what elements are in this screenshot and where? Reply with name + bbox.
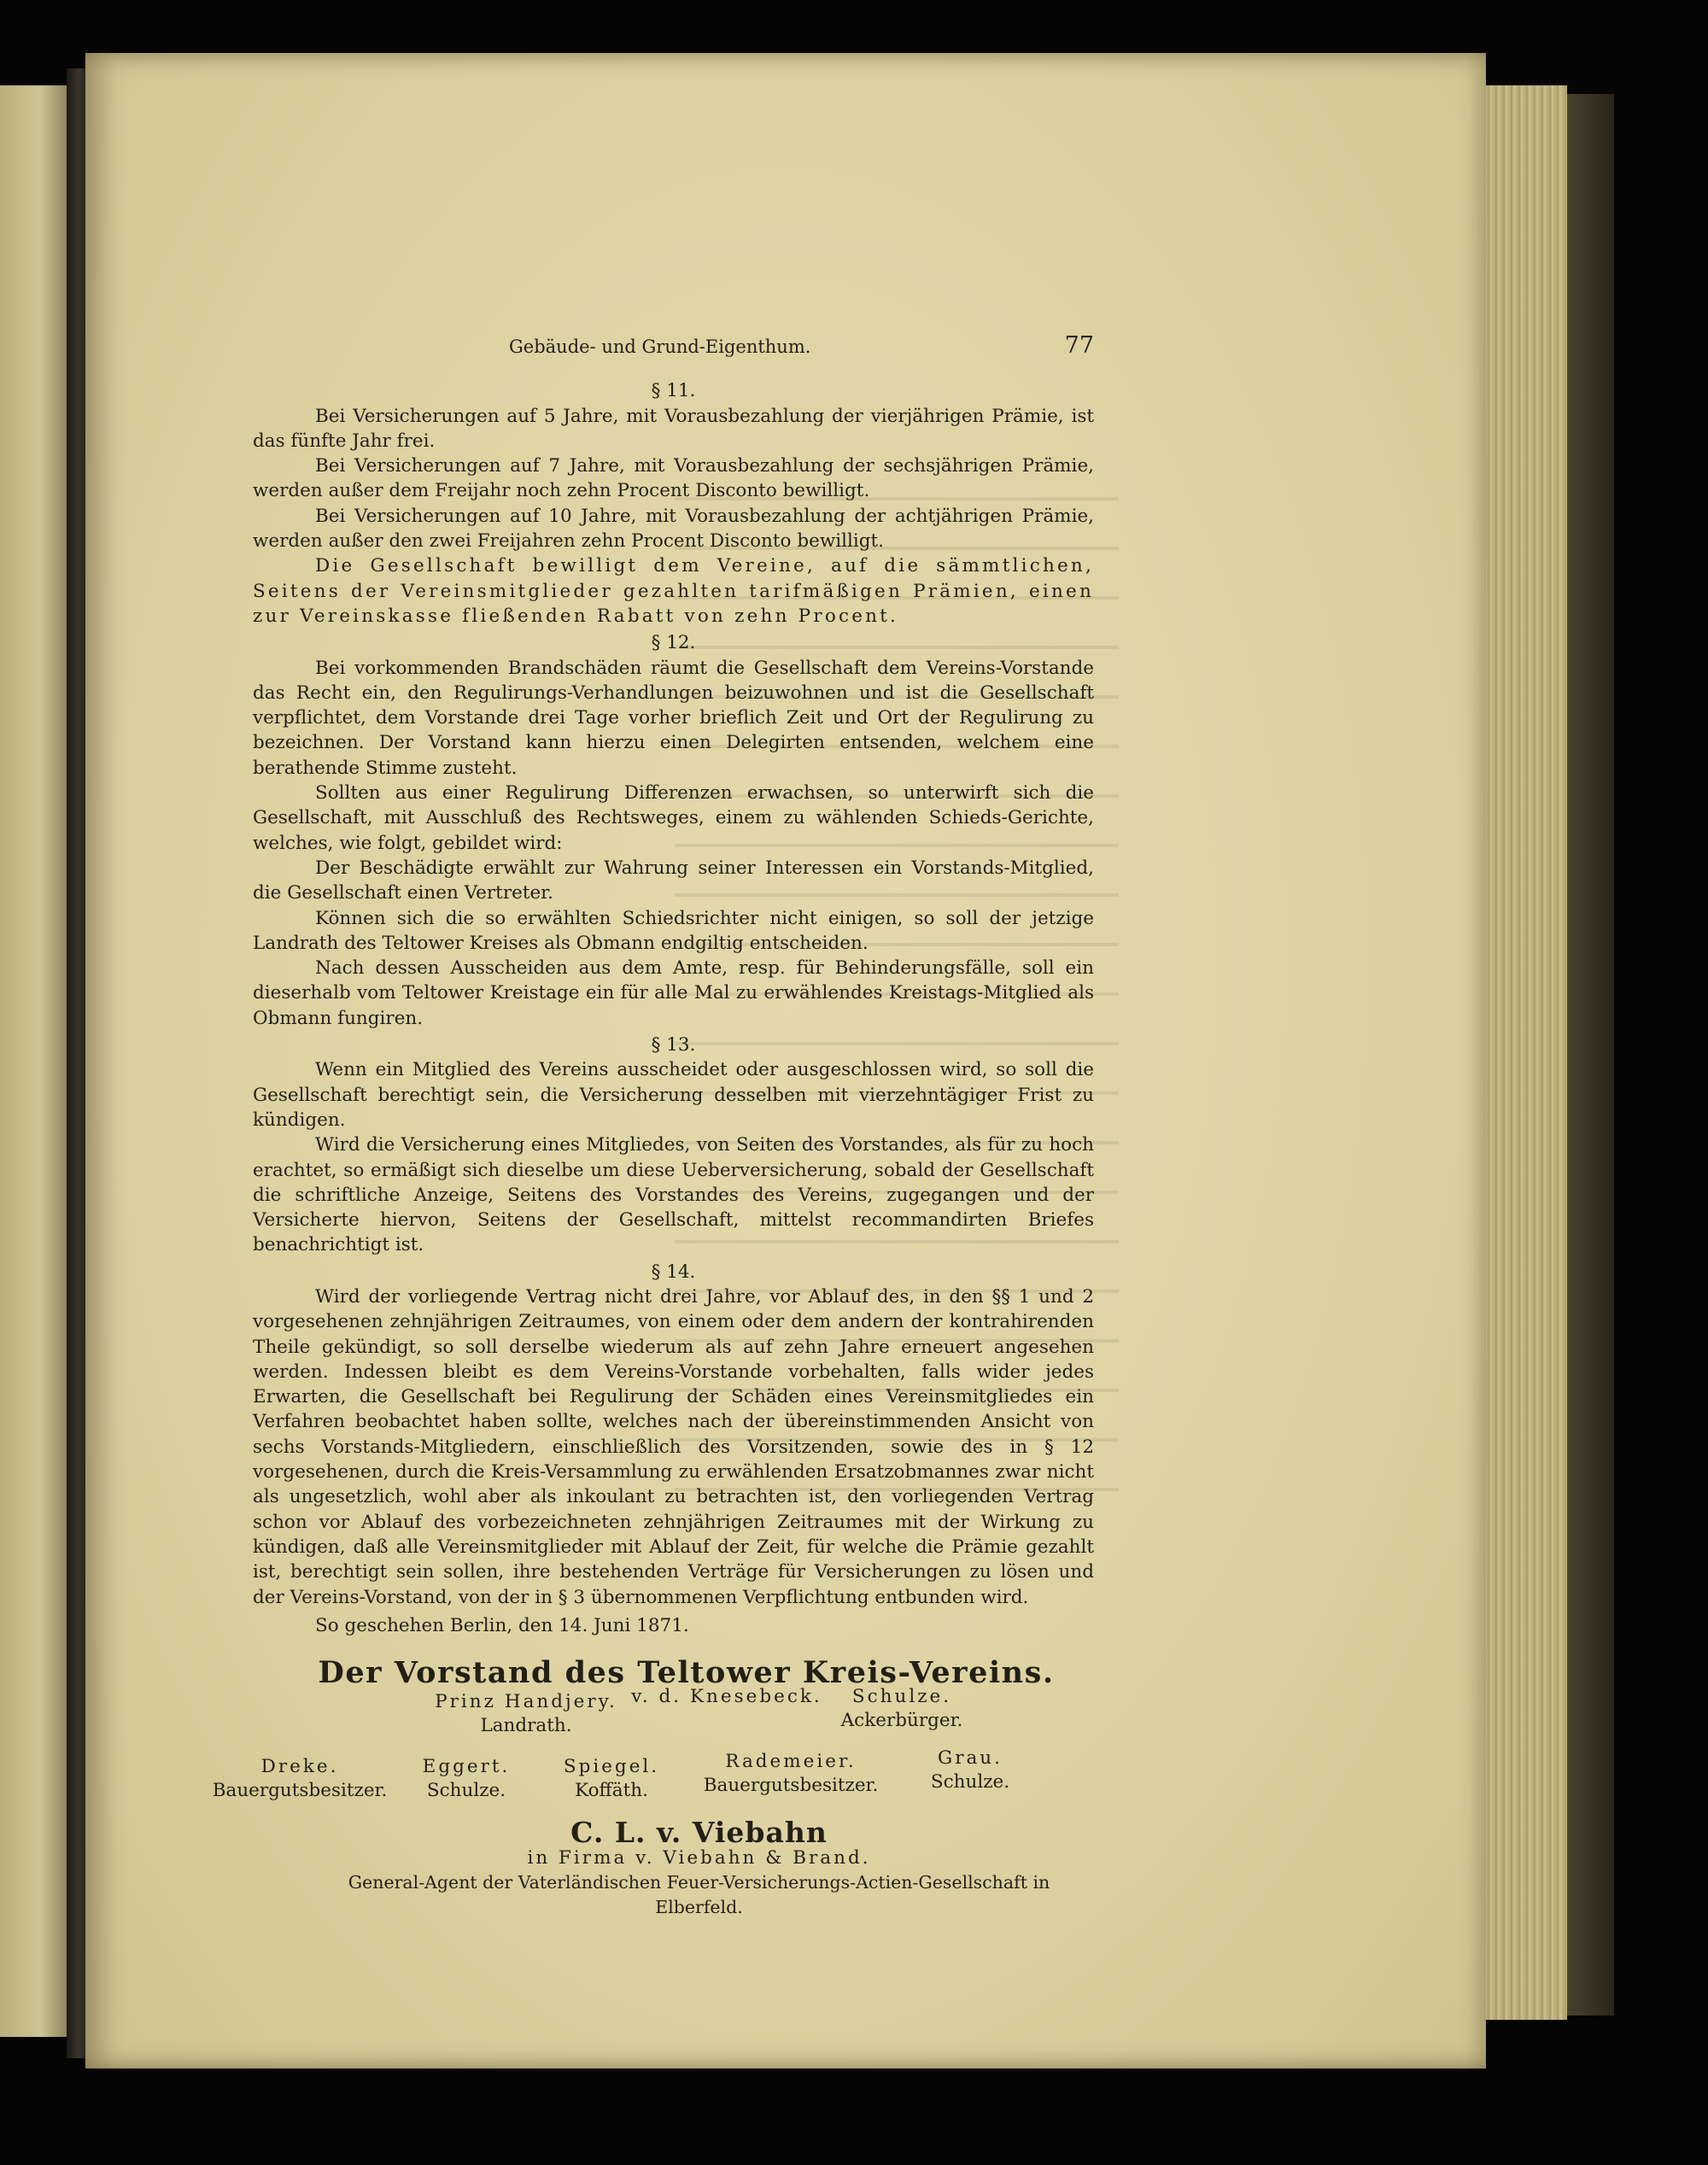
paragraph: Bei Versicherungen auf 7 Jahre, mit Vorausbezahlung der sechsjährigen Prämie, werden außer dem Freijahr noch zehn Procent Disconto bewilligt. (253, 455, 1094, 502)
section-heading: § 11. (651, 380, 696, 402)
section-heading: § 14. (651, 1261, 696, 1283)
paragraph: Sollten aus einer Regulirung Differenzen erwachsen, so unterwirft sich die Gesellschaft, mit Ausschluß des Rechtsweges, einem zu wählenden Schieds-Gerichte, welches, wie folgt, gebildet wird: (253, 782, 1094, 854)
signatory-role: Ackerbürger. (840, 1710, 963, 1732)
signatory-name: Schulze. (851, 1686, 952, 1708)
signatory-role: Bauergutsbesitzer. (703, 1775, 879, 1797)
paragraph: Der Beschädigte erwählt zur Wahrung seiner Interessen ein Vorstands-Mitglied, die Gesellschaft einen Vertreter. (253, 857, 1094, 904)
paragraph: Bei Versicherungen auf 5 Jahre, mit Vorausbezahlung der vierjährigen Prämie, ist das fünfte Jahr frei. (253, 405, 1094, 452)
agent-role: General-Agent der Vaterländischen Feuer-Versicherungs-Actien-Gesellschaft in Elberfeld. (348, 1872, 1050, 1918)
signatory-name: Rademeier. (725, 1751, 857, 1773)
signatory (543, 1755, 680, 1803)
signatory-name: Grau. (938, 1747, 1003, 1770)
signatories-row (253, 1686, 1094, 1748)
running-head-title: Gebäude- und Grund-Eigenthum. (509, 336, 811, 357)
running-head (253, 333, 1094, 360)
closing-line: So geschehen Berlin, den 14. Juni 1871. (315, 1614, 689, 1636)
page-stack-edge (1486, 85, 1567, 2020)
section-heading: § 12. (651, 632, 696, 654)
paragraph: Nach dessen Ausscheiden aus dem Amte, resp. für Behinderungsfälle, soll ein dieserhalb vom Teltower Kreistage ein für alle Mal zu erwählendes Kreistags-Mitglied als Obmann fungiren. (253, 957, 1094, 1029)
paragraph: Bei Versicherungen auf 10 Jahre, mit Vorausbezahlung der achtjährigen Prämie, werden außer den zwei Freijahren zehn Procent Disconto bewilligt. (253, 505, 1094, 553)
paragraph: Wird die Versicherung eines Mitgliedes, von Seiten des Vorstandes, als für zu hoch erachtet, so ermäßigt sich dieselbe um diese Ueberversicherung, sobald der Gesellschaft die schriftliche Anzeige, Seitens des Vorstandes des Vereins, zugegangen und der Versicherte hiervon, Seitens der Gesellschaft, mittelst recommandirten Briefes benachrichtigt ist. (253, 1134, 1094, 1256)
signatory (415, 1690, 637, 1738)
signatory (202, 1755, 398, 1803)
agent-firm: in Firma v. Viebahn & Brand. (527, 1846, 871, 1869)
signatory (808, 1685, 996, 1733)
paragraph: Wird der vorliegende Vertrag nicht drei Jahre, vor Ablauf des, in den §§ 1 und 2 vorgesehenen zehnjährigen Zeitraumes, von einem oder dem andern der kontrahirenden Theile gekündigt, so soll derselbe wiederum als auf zehn Jahre erneuert angesehen werden. Indessen bleibt es dem Vereins-Vorstande vorbehalten, falls wider jedes Erwarten, die Gesellschaft bei Regulirung der Schäden eines Vereinsmitgliedes ein Verfahren beobachtet haben sollte, welches nach der übereinstimmenden Ansicht von sechs Vorstands-Mitgliedern, einschließlich des Vorsitzenden, sowie des in § 12 vorgesehenen, durch die Kreis-Versammlung zu erwählenden Ersatzobmannes zwar nicht als ungesetzlich, wohl aber als inkoulant zu betrachten ist, den vorliegenden Vertrag schon vor Ablauf des vorbezeichneten zehnjährigen Zeitraumes mit der Wirkung zu kündigen, daß alle Vereinsmitglieder mit Ablauf der Zeit, für welche die Prämie gezahlt ist, berechtigt sein sollen, ihre bestehenden Verträge für Versicherungen zu lösen und der Vereins-Vorstand, von der in § 3 übernommenen Verpflichtung entbunden wird. (253, 1285, 1094, 1608)
signatory-role: Koffäth. (575, 1780, 648, 1802)
signatory (688, 1750, 893, 1798)
page-number: 77 (1064, 332, 1094, 359)
signatories-row (212, 1747, 1094, 1813)
signatory (398, 1755, 535, 1803)
signatory-role: Schulze. (930, 1771, 1010, 1793)
signatory-role: Landrath. (480, 1715, 572, 1737)
book-cover-edge (1567, 94, 1614, 2016)
signatory-name: Spiegel. (563, 1756, 660, 1778)
signatory-name: v. d. Knesebeck. (631, 1686, 822, 1708)
signatory (910, 1747, 1030, 1794)
board-heading: Der Vorstand des Teltower Kreis-Vereins. (318, 1655, 1055, 1691)
page-text (212, 332, 1094, 1921)
paragraph: Wenn ein Mitglied des Vereins ausscheidet oder ausgeschlossen wird, so soll die Gesellschaft berechtigt sein, die Versicherung desselben mit vierzehntägiger Frist zu kündigen. (253, 1059, 1094, 1131)
signatory-name: Prinz Handjery. (435, 1691, 617, 1713)
paragraph: Können sich die so erwählten Schiedsrichter nicht einigen, so soll der jetzige Landrath des Teltower Kreises als Obmann endgiltig entscheiden. (253, 907, 1094, 954)
paragraph: Die Gesellschaft bewilligt dem Vereine, auf die sämmtlichen, Seitens der Vereinsmitglieder gezahlten tarifmäßigen Prämien, einen zur Vereinskasse fließenden Rabatt von zehn Procent. (253, 555, 1094, 627)
agent-name: C. L. v. Viebahn (570, 1816, 828, 1850)
signatory-name: Dreke. (260, 1756, 339, 1778)
signatory-role: Schulze. (426, 1780, 506, 1802)
signatory-name: Eggert. (422, 1756, 511, 1778)
section-heading: § 13. (651, 1034, 696, 1056)
paragraph: Bei vorkommenden Brandschäden räumt die Gesellschaft dem Vereins-Vorstande das Recht ein, den Regulirungs-Verhandlungen beizuwohnen und ist die Gesellschaft verpflichtet, dem Vorstande drei Tage vorher brieflich Zeit und Ort der Regulirung zu bezeichnen. Der Vorstand kann hierzu einen Delegirten entsenden, welchem eine berathende Stimme zusteht. (253, 657, 1094, 779)
facing-page-edge (0, 85, 67, 2037)
signatory-role: Bauergutsbesitzer. (212, 1780, 388, 1802)
signatory (629, 1685, 825, 1709)
